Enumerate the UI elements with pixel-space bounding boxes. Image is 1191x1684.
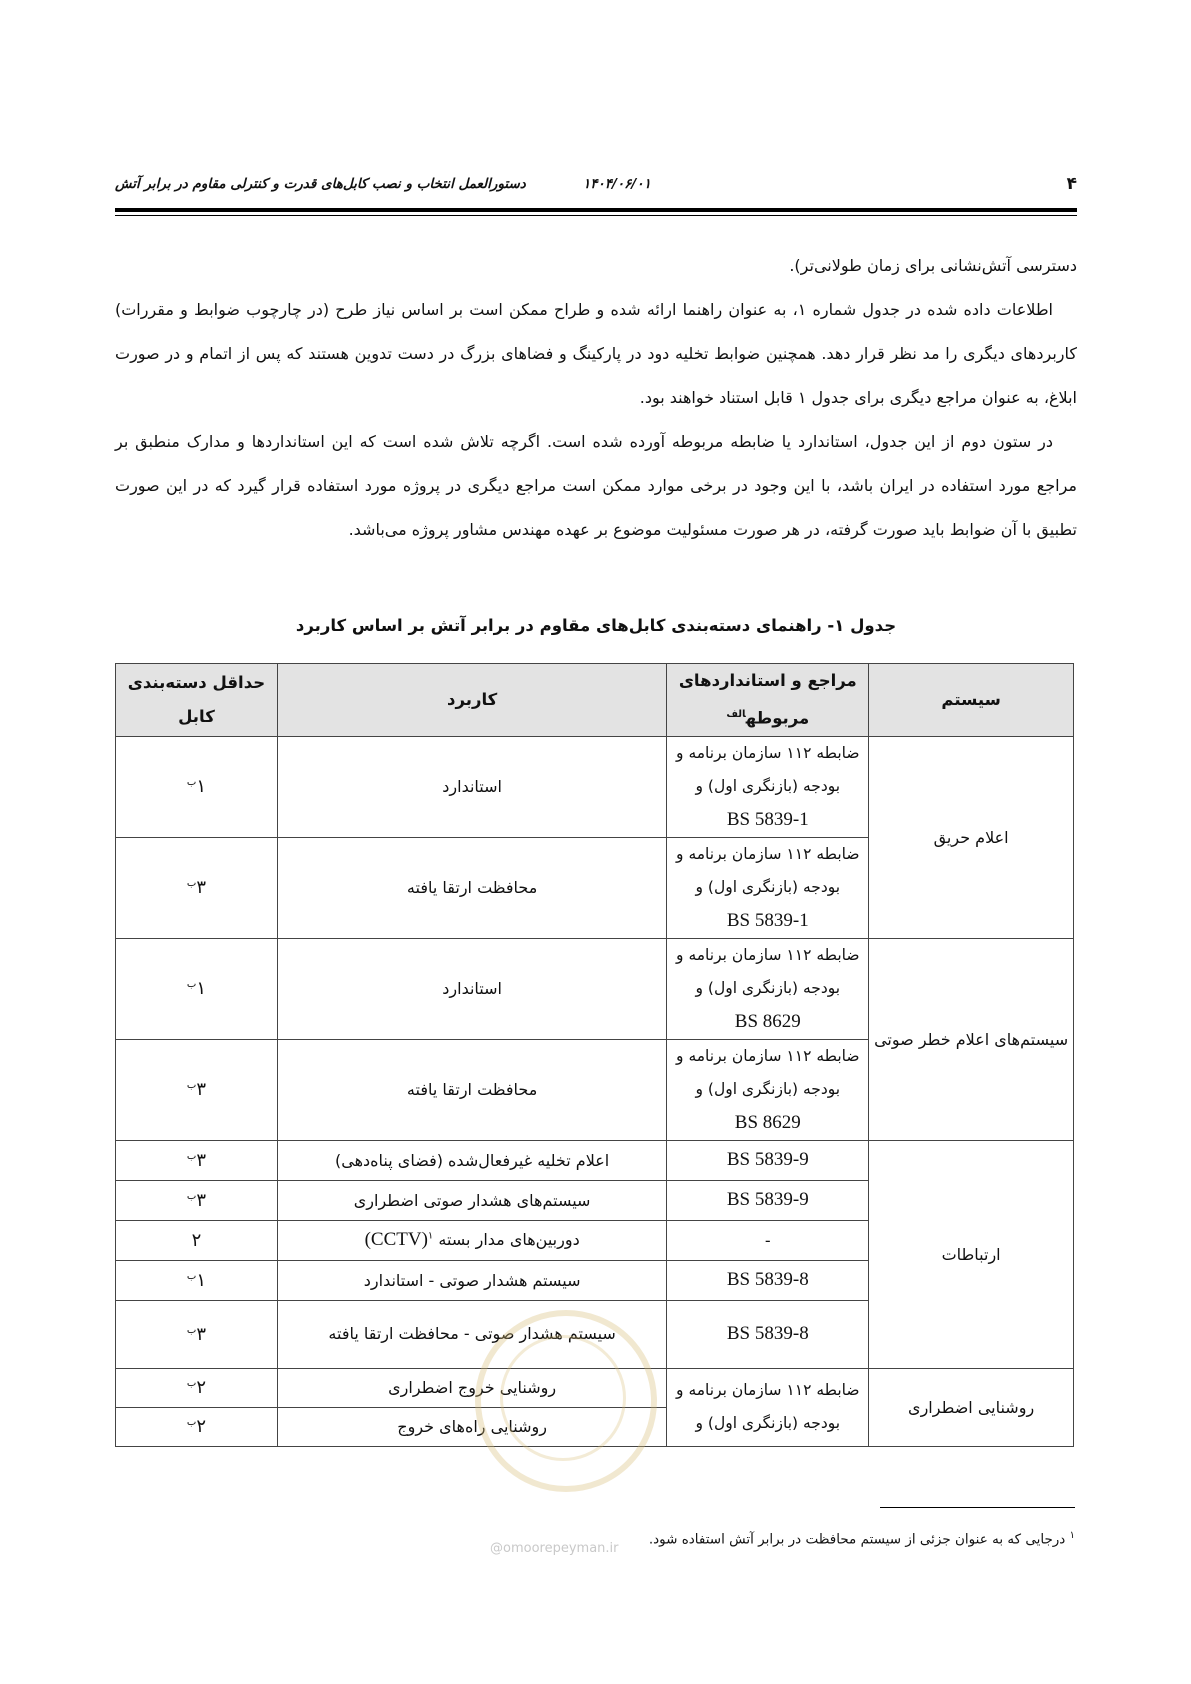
table-row xyxy=(116,736,1074,837)
table-row xyxy=(116,938,1074,1039)
category-cell: $۱^ب$ xyxy=(116,736,278,837)
category-cell: ۲ xyxy=(116,1220,278,1260)
ref-cell: ضابطه ۱۱۲ سازمان برنامه و بودجه (بازنگری اول) و BS 8629 xyxy=(667,1039,869,1140)
ref-cell: BS 5839-9 xyxy=(667,1140,869,1180)
usage-cell: سیستم هشدار صوتی - استاندارد xyxy=(277,1260,666,1300)
table-row xyxy=(116,1140,1074,1180)
ref-cell: BS 5839-9 xyxy=(667,1180,869,1220)
watermark-seal-inner xyxy=(500,1335,626,1461)
system-cell: ارتباطات xyxy=(869,1140,1074,1368)
watermark-url: @omoorepeyman.ir xyxy=(490,1541,619,1556)
header-rule-thin xyxy=(115,215,1077,216)
header-category: حداقل دسته‌بندی کابل xyxy=(116,664,278,737)
category-cell: $۳^ب$ xyxy=(116,1300,278,1368)
usage-cell: محافظت ارتقا یافته xyxy=(277,1039,666,1140)
ref-cell: ضابطه ۱۱۲ سازمان برنامه و بودجه (بازنگری اول) و BS 8629 xyxy=(667,938,869,1039)
category-cell: $۱^ب$ xyxy=(116,1260,278,1300)
category-cell: $۳^ب$ xyxy=(116,837,278,938)
ref-cell: ضابطه ۱۱۲ سازمان برنامه و بودجه (بازنگری اول) و xyxy=(667,1368,869,1446)
system-cell: اعلام حریق xyxy=(869,736,1074,938)
category-cell: $۱^ب$ xyxy=(116,938,278,1039)
ref-cell: BS 5839-8 xyxy=(667,1300,869,1368)
ref-cell: - xyxy=(667,1220,869,1260)
system-cell: سیستم‌های اعلام خطر صوتی xyxy=(869,938,1074,1140)
paragraph-3: در ستون دوم از این جدول، استاندارد یا ضابطه مربوطه آورده شده است. اگرچه تلاش شده است که این استانداردها و مدارک منطبق بر مراجع مورد استفاده در ایران باشد، با این وجود در برخی موارد ممکن است مراجع دیگری در پروژه مورد استفاده قرار گیرد که در این صورت تطبیق با آن ضوابط باید صورت گرفته، در هر صورت مسئولیت موضوع بر عهده مهندس مشاور پروژه می‌باشد. xyxy=(115,432,1077,539)
usage-cell: سیستم هشدار صوتی - محافظت ارتقا یافته xyxy=(277,1300,666,1368)
usage-cell: دوربین‌های مدار بسته $^۱$(CCTV) xyxy=(277,1220,666,1260)
header-refs: مراجع و استانداردهای مربوطه$^{الف}$ xyxy=(667,664,869,737)
category-cell: $۲^ب$ xyxy=(116,1368,278,1407)
page-header xyxy=(115,172,1077,202)
header-system: سیستم xyxy=(869,664,1074,737)
usage-cell: استاندارد xyxy=(277,938,666,1039)
usage-cell: استاندارد xyxy=(277,736,666,837)
category-cell: $۳^ب$ xyxy=(116,1039,278,1140)
footnote-rule xyxy=(880,1507,1075,1508)
footnote: $^۱$ درجایی که به عنوان جزئی از سیستم محافظت در برابر آتش استفاده شود. xyxy=(648,1530,1075,1548)
body-text xyxy=(115,244,1077,552)
header-title: دستورالعمل انتخاب و نصب کابل‌های قدرت و کنترلی مقاوم در برابر آتش xyxy=(115,176,526,192)
header-rule-thick xyxy=(115,208,1077,212)
system-cell: روشنایی اضطراری xyxy=(869,1368,1074,1446)
usage-cell: محافظت ارتقا یافته xyxy=(277,837,666,938)
header-usage: کاربرد xyxy=(277,664,666,737)
table-header-row xyxy=(116,664,1074,737)
paragraph-1: دسترسی آتش‌نشانی برای زمان طولانی‌تر). xyxy=(789,256,1077,275)
usage-cell: سیستم‌های هشدار صوتی اضطراری xyxy=(277,1180,666,1220)
page-number: ۴ xyxy=(1066,174,1077,194)
usage-cell: روشنایی خروج اضطراری xyxy=(277,1368,666,1407)
header-date: ۱۴۰۴/۰۶/۰۱ xyxy=(583,176,651,192)
ref-cell: ضابطه ۱۱۲ سازمان برنامه و بودجه (بازنگری اول) و BS 5839-1 xyxy=(667,736,869,837)
category-cell: $۳^ب$ xyxy=(116,1180,278,1220)
category-cell: $۲^ب$ xyxy=(116,1407,278,1446)
usage-cell: اعلام تخلیه غیرفعال‌شده (فضای پناه‌دهی) xyxy=(277,1140,666,1180)
usage-cell: روشنایی راه‌های خروج xyxy=(277,1407,666,1446)
table-caption: جدول ۱- راهنمای دسته‌بندی کابل‌های مقاوم در برابر آتش بر اساس کاربرد xyxy=(295,616,897,635)
paragraph-2: اطلاعات داده شده در جدول شماره ۱، به عنوان راهنما ارائه شده و طراح ممکن است بر اساس نیاز طرح (در چارچوب ضوابط و مقررات) کاربردهای دیگری را مد نظر قرار دهد. همچنین ضوابط تخلیه دود در پارکینگ و فضاهای بزرگ در دست تدوین هستند که پس از اتمام و در صورت ابلاغ، به عنوان مراجع دیگری برای جدول ۱ قابل استناد خواهند بود. xyxy=(115,300,1077,407)
ref-cell: BS 5839-8 xyxy=(667,1260,869,1300)
category-cell: $۳^ب$ xyxy=(116,1140,278,1180)
ref-cell: ضابطه ۱۱۲ سازمان برنامه و بودجه (بازنگری اول) و BS 5839-1 xyxy=(667,837,869,938)
